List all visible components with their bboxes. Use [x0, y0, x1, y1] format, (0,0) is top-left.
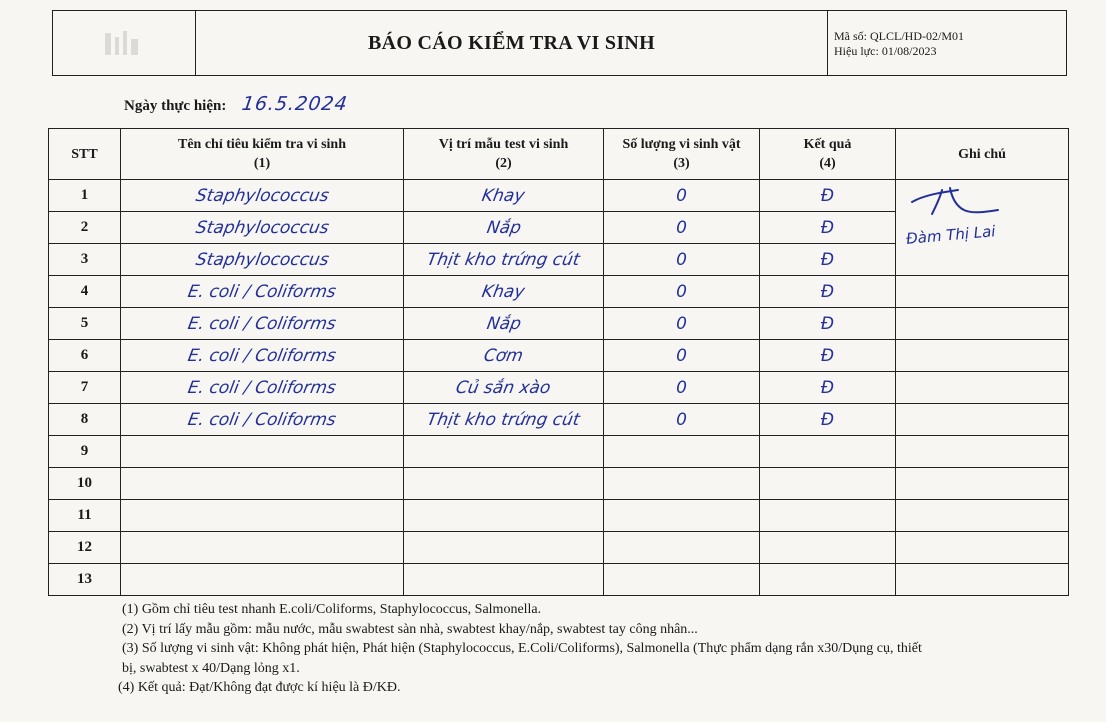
signature-icon	[906, 184, 1006, 220]
row-position	[404, 532, 604, 564]
row-note	[896, 372, 1069, 404]
row-position	[404, 564, 604, 596]
row-position	[404, 276, 604, 308]
row-count	[604, 532, 760, 564]
row-stt: 11	[49, 500, 121, 532]
row-result: Đ	[760, 180, 896, 212]
row-stt: 1	[49, 180, 121, 212]
microbiology-table	[48, 128, 1069, 596]
document-meta	[828, 11, 1066, 75]
company-logo	[53, 11, 196, 75]
document-header	[52, 10, 1067, 76]
table-row	[49, 468, 1069, 500]
row-count: 0	[604, 244, 760, 276]
footnotes	[118, 600, 1062, 698]
row-position	[404, 468, 604, 500]
row-count: 0	[604, 372, 760, 404]
table-row	[49, 436, 1069, 468]
signer-name: Đàm Thị Lai	[905, 222, 997, 248]
table-row	[49, 404, 1069, 436]
row-result	[760, 532, 896, 564]
row-position	[404, 212, 604, 244]
row-stt: 4	[49, 276, 121, 308]
row-stt: 3	[49, 244, 121, 276]
row-test-name	[121, 276, 404, 308]
row-stt: 8	[49, 404, 121, 436]
row-position	[404, 308, 604, 340]
row-note	[896, 276, 1069, 308]
footnote-2: (2) Vị trí lấy mẫu gồm: mẫu nước, mẫu swabtest sàn nhà, swabtest khay/nắp, swabtest tay công nhân...	[122, 621, 698, 637]
table-row	[49, 372, 1069, 404]
row-position	[404, 500, 604, 532]
header-test-name-num: (1)	[253, 156, 271, 171]
footnote-1: (1) Gồm chỉ tiêu test nhanh E.coli/Coliforms, Staphylococcus, Salmonella.	[122, 602, 542, 617]
row-position-text: Nắp	[484, 217, 523, 238]
row-position	[404, 244, 604, 276]
header-test-name-label: Tên chỉ tiêu kiểm tra vi sinh	[177, 137, 346, 152]
page-title: BÁO CÁO KIỂM TRA VI SINH	[196, 11, 828, 75]
row-position	[404, 404, 604, 436]
row-count: 0	[604, 212, 760, 244]
row-stt: 9	[49, 436, 121, 468]
table-header-row	[49, 129, 1069, 180]
header-position-num: (2)	[495, 156, 512, 171]
row-position	[404, 180, 604, 212]
footnote-3: (3) Số lượng vi sinh vật: Không phát hiện, Phát hiện (Staphylococcus, E.Coli/Coliforms), Salmonella (Thực phẩm dạng rắn x30/Dụng cụ, thiết	[122, 641, 922, 656]
row-stt: 13	[49, 564, 121, 596]
row-note	[896, 308, 1069, 340]
header-note: Ghi chú	[896, 129, 1069, 180]
row-count: 0	[604, 180, 760, 212]
header-result	[760, 129, 896, 180]
footnote-4: (4) Kết quả: Đạt/Không đạt được kí hiệu là Đ/KĐ.	[118, 680, 401, 695]
row-test-name-text: E. coli / Coliforms	[186, 377, 338, 398]
row-count: 0	[604, 404, 760, 436]
execution-date	[124, 93, 348, 115]
row-result: Đ	[760, 276, 896, 308]
logo-mark-icon	[103, 29, 141, 59]
row-test-name	[121, 212, 404, 244]
execution-date-label: Ngày thực hiện:	[124, 98, 227, 114]
row-note	[896, 436, 1069, 468]
row-note	[896, 180, 1069, 276]
row-count	[604, 564, 760, 596]
row-position-text: Khay	[480, 281, 527, 302]
row-result: Đ	[760, 308, 896, 340]
row-note	[896, 532, 1069, 564]
row-stt: 12	[49, 532, 121, 564]
row-test-name	[121, 564, 404, 596]
header-result-num: (4)	[819, 156, 836, 171]
table-row	[49, 180, 1069, 212]
row-position-text: Nắp	[484, 313, 523, 334]
row-test-name	[121, 436, 404, 468]
header-count-num: (3)	[673, 156, 690, 171]
row-note	[896, 340, 1069, 372]
row-test-name	[121, 468, 404, 500]
header-count	[604, 129, 760, 180]
table-row	[49, 500, 1069, 532]
row-test-name-text: E. coli / Coliforms	[186, 345, 338, 366]
row-position-text: Thịt kho trứng cút	[425, 249, 582, 270]
row-result: Đ	[760, 212, 896, 244]
row-note	[896, 500, 1069, 532]
table-row	[49, 564, 1069, 596]
row-count	[604, 468, 760, 500]
row-result	[760, 564, 896, 596]
table-row	[49, 308, 1069, 340]
header-count-label: Số lượng vi sinh vật	[622, 137, 741, 152]
row-test-name	[121, 308, 404, 340]
header-position	[404, 129, 604, 180]
row-result	[760, 468, 896, 500]
header-position-label: Vị trí mẫu test vi sinh	[438, 137, 569, 152]
execution-date-value: 16.5.2024	[240, 93, 350, 115]
row-position	[404, 340, 604, 372]
row-note	[896, 468, 1069, 500]
row-position-text: Củ sắn xào	[454, 377, 553, 398]
row-test-name-text: Staphylococcus	[193, 185, 331, 206]
document-code: Mã số: QLCL/HD-02/M01	[834, 29, 964, 43]
row-note	[896, 564, 1069, 596]
row-count	[604, 500, 760, 532]
header-result-label: Kết quả	[803, 137, 852, 152]
row-position	[404, 436, 604, 468]
row-test-name	[121, 372, 404, 404]
row-result: Đ	[760, 340, 896, 372]
effective-date: Hiệu lực: 01/08/2023	[834, 44, 937, 58]
row-result	[760, 500, 896, 532]
row-count: 0	[604, 276, 760, 308]
row-stt: 7	[49, 372, 121, 404]
table-row	[49, 276, 1069, 308]
row-result	[760, 436, 896, 468]
row-test-name-text: E. coli / Coliforms	[186, 409, 338, 430]
row-test-name	[121, 340, 404, 372]
row-position-text: Cơm	[482, 345, 525, 366]
row-result: Đ	[760, 404, 896, 436]
row-test-name	[121, 532, 404, 564]
footnote-3-cont: bị, swabtest x 40/Dạng lỏng x1.	[122, 660, 300, 676]
row-position-text: Thịt kho trứng cút	[425, 409, 582, 430]
row-test-name	[121, 500, 404, 532]
header-test-name	[121, 129, 404, 180]
row-stt: 10	[49, 468, 121, 500]
row-test-name-text: E. coli / Coliforms	[186, 313, 338, 334]
row-position	[404, 372, 604, 404]
row-test-name	[121, 180, 404, 212]
row-stt: 5	[49, 308, 121, 340]
row-result: Đ	[760, 372, 896, 404]
row-test-name-text: Staphylococcus	[193, 249, 331, 270]
row-result: Đ	[760, 244, 896, 276]
row-count	[604, 436, 760, 468]
row-stt: 2	[49, 212, 121, 244]
row-count: 0	[604, 340, 760, 372]
row-position-text: Khay	[480, 185, 527, 206]
row-note	[896, 404, 1069, 436]
row-test-name	[121, 244, 404, 276]
table-row	[49, 340, 1069, 372]
row-test-name	[121, 404, 404, 436]
table-row	[49, 532, 1069, 564]
header-stt: STT	[49, 129, 121, 180]
row-count: 0	[604, 308, 760, 340]
row-test-name-text: Staphylococcus	[193, 217, 331, 238]
row-test-name-text: E. coli / Coliforms	[186, 281, 338, 302]
row-stt: 6	[49, 340, 121, 372]
